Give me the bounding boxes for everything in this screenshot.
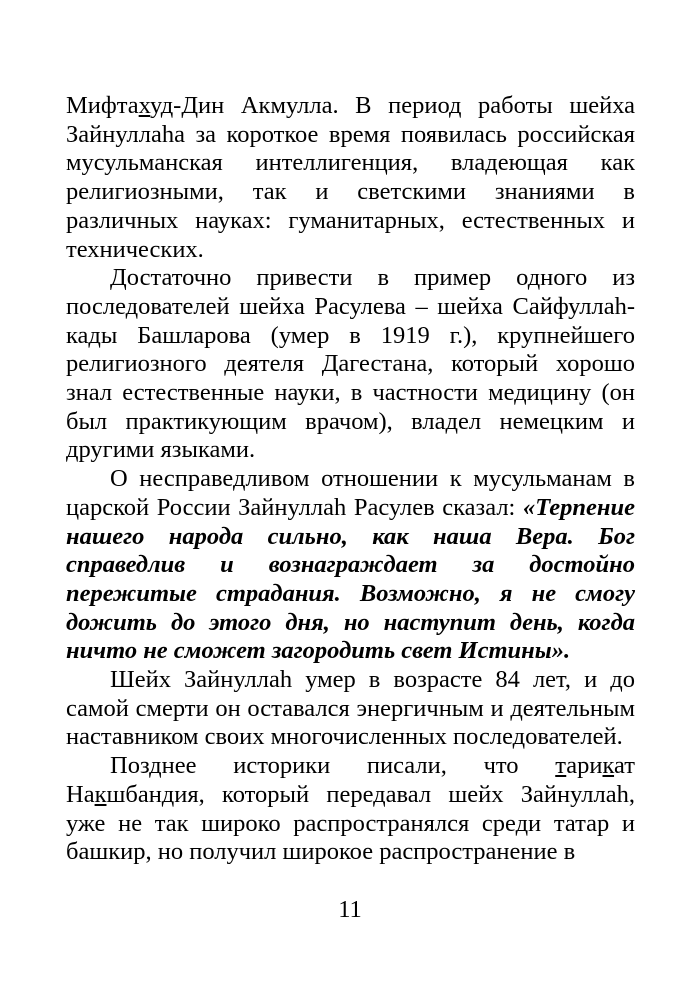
p5-text-d: шбандия, который передавал шейх Зайнуллаh, уже не так широко распространялся среди татар и башкир, но получил широкое распространение в bbox=[66, 780, 635, 866]
p2-underlined-letter: д bbox=[88, 321, 101, 349]
paragraph-2 bbox=[66, 264, 635, 465]
p5-underlined-letter-3: к bbox=[94, 780, 107, 808]
p5-text-c: ат На bbox=[66, 752, 635, 808]
p2-text-a: Достаточно привести в пример одного из последователей шейха Расулева – шейха Сайфуллаh-ка bbox=[66, 264, 635, 349]
paragraph-1 bbox=[66, 92, 635, 264]
p2-text-b: ы Башларова (умер в 1919 г.), крупнейшего религиозного деятеля Дагестана, который хорошо знал естественные науки, в частности медицину (он был практикующим врачом), владел немецким и другими языками. bbox=[66, 321, 635, 464]
p5-underlined-letter-2: к bbox=[602, 752, 615, 780]
p1-text-a: Мифта bbox=[66, 92, 139, 119]
paragraph-5 bbox=[66, 752, 635, 867]
paragraph-3 bbox=[66, 465, 635, 666]
p3-intro: О несправедливом отношении к мусульманам в царской России Зайнуллаh Расулев сказал: bbox=[66, 465, 635, 521]
p5-text-a: Позднее историки писали, что bbox=[110, 752, 556, 780]
page-body bbox=[66, 92, 635, 867]
p1-text-b: уд-Дин Акмулла. В период работы шейха Зайнуллаhа за короткое время появилась российская мусульманская интеллигенция, владеющая как религиозными, так и светскими знаниями в различных науках: гуманитарных, естественных и технических. bbox=[66, 92, 635, 263]
p5-underlined-letter-1: т bbox=[555, 752, 567, 780]
paragraph-4 bbox=[66, 666, 635, 752]
page-number: 11 bbox=[338, 896, 362, 923]
p3-quote: «Терпение нашего народа сильно, как наша Вера. Бог справедлив и вознаграждает за достойно пережитые страдания. Возможно, я не смогу дожить до этого дня, но наступит день, когда ничто не сможет загородить свет Истины». bbox=[66, 493, 635, 665]
p4-text: Шейх Зайнуллаh умер в возрасте 84 лет, и до самой смерти он оставался энергичным и деятельным наставником своих многочисленных последователей. bbox=[66, 666, 635, 751]
p1-underlined-letter: х bbox=[138, 92, 150, 119]
p5-text-b: ари bbox=[566, 752, 603, 780]
